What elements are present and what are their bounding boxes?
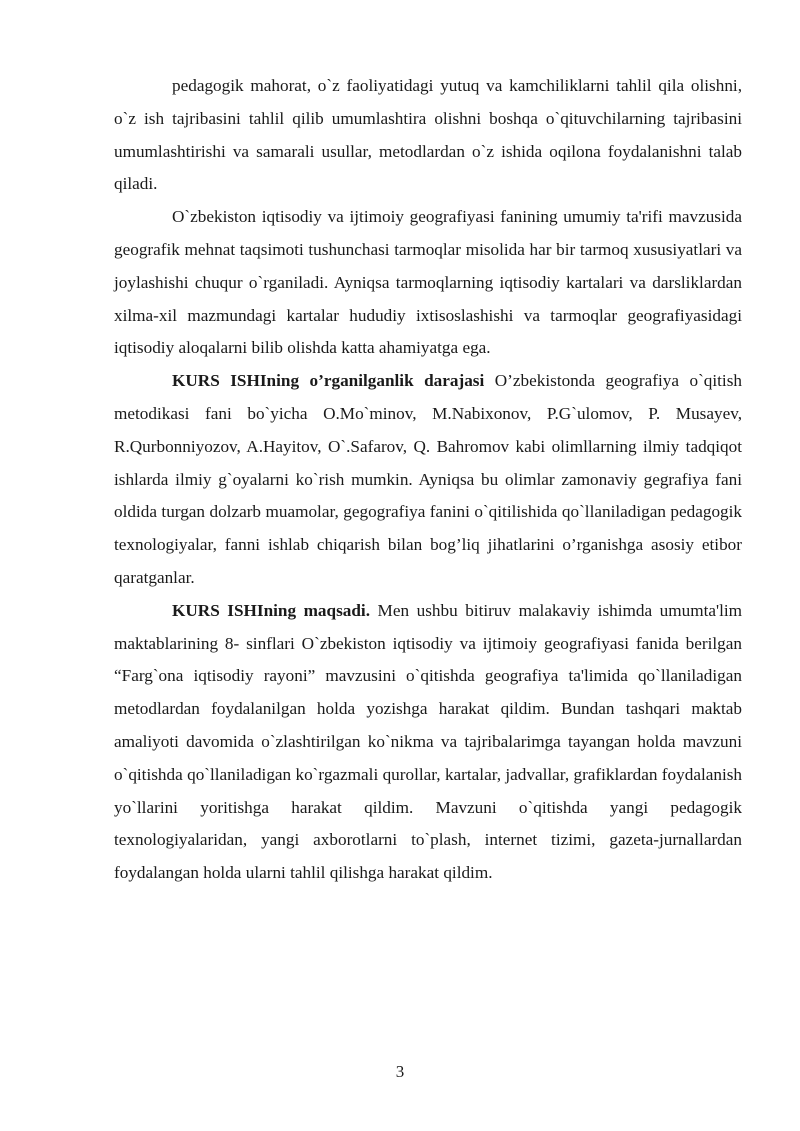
paragraph-economic-geography (114, 201, 742, 365)
paragraph-text: pedagogik mahorat, o`z faoliyatidagi yutuq va kamchiliklarni tahlil qila olishni, o`z ish tajribasini tahlil qilib umumlashtira olishni boshqa o`qituvchilarning tajribasini umumlashtirishi va samarali usullar, metodlardan o`z ishida oqilona foydalanishni talab qiladi. (114, 76, 742, 194)
paragraph-text: O’zbekistonda geografiya o`qitish metodikasi fani bo`yicha O.Mo`minov, M.Nabixonov, P.G`ulomov, P. Musayev, R.Qurbonniyozov, A.Hayitov, O`.Safarov, Q. Bahromov kabi olimllarning ilmiy tadqiqot ishlarda ilmiy g`oyalarni ko`rish mumkin. Ayniqsa bu olimlar zamonaviy gegrafiya fani oldida turgan dolzarb muamolar, gegografiya fanini o`qitilishida qo`llaniladigan pedagogik texnologiyalar, fanni ishlab chiqarish bilan bog’liq jihatlarini o’rganishga asosiy etibor qaratganlar. (114, 371, 742, 587)
document-page (114, 70, 742, 890)
page-number: 3 (395, 1062, 405, 1081)
paragraph-intro-continuation (114, 70, 742, 201)
paragraph-text: O`zbekiston iqtisodiy va ijtimoiy geografiyasi fanining umumiy ta'rifi mavzusida geografik mehnat taqsimoti tushunchasi tarmoqlar misolida har bir tarmoq xususiyatlari va joylashishi chuqur o`rganiladi. Ayniqsa tarmoqlarning iqtisodiy kartalari va darsliklardan xilma-xil mazmundagi kartalar hududiy ixtisoslashishi va tarmoqlar geografiyasidagi iqtisodiy aloqalarni bilib olishda katta ahamiyatga ega. (114, 207, 742, 358)
paragraph-heading: KURS ISHIning o’rganilganlik darajasi (172, 371, 485, 391)
paragraph-purpose (114, 595, 742, 890)
paragraph-research-level (114, 365, 742, 595)
paragraph-text: Men ushbu bitiruv malakaviy ishimda umumta'lim maktablarining 8- sinflari O`zbekiston iqtisodiy va ijtimoiy geografiyasi fanida berilgan “Farg`ona iqtisodiy rayoni” mavzusini o`qitishda geografiya ta'limida qo`llaniladigan metodlardan foydalanilgan holda yozishga harakat qildim. Bundan tashqari maktab amaliyoti davomida o`zlashtirilgan ko`nikma va tajribalarimga tayangan holda mavzuni o`qitishda qo`llaniladigan ko`rgazmali qurollar, kartalar, jadvallar, grafiklardan foydalanish yo`llarini yoritishga harakat qildim. Mavzuni o`qitishda yangi pedagogik texnologiyalaridan, yangi axborotlarni to`plash, internet tizimi, gazeta-jurnallardan foydalangan holda ularni tahlil qilishga harakat qildim. (114, 600, 742, 883)
paragraph-heading: KURS ISHIning maqsadi. (172, 600, 371, 620)
